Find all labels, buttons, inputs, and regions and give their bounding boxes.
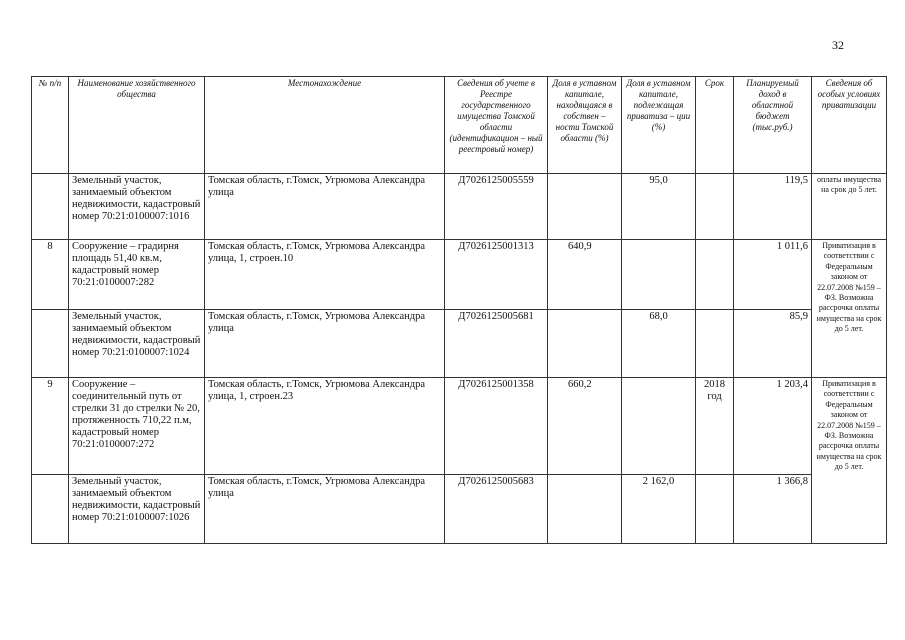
object-name: Сооружение – градирня площадь 51,40 кв.м, кадастровый номер 70:21:0100007:282 <box>69 240 205 310</box>
term <box>696 174 734 240</box>
header-name: Наименование хозяйственного общества <box>69 77 205 174</box>
object-location: Томская область, г.Томск, Угрюмова Александра улица <box>205 174 445 240</box>
table-row <box>32 174 887 240</box>
share-privatized: 68,0 <box>622 310 696 378</box>
share-capital <box>548 310 622 378</box>
registry-number: Д7026125005683 <box>445 475 548 544</box>
share-privatized: 95,0 <box>622 174 696 240</box>
registry-number: Д7026125001358 <box>445 378 548 475</box>
registry-number: Д7026125005559 <box>445 174 548 240</box>
header-term: Срок <box>696 77 734 174</box>
row-num: 8 <box>32 240 69 310</box>
term: 2018 год <box>696 378 734 475</box>
registry-number: Д7026125005681 <box>445 310 548 378</box>
row-num <box>32 174 69 240</box>
special-conditions: Приватизация в соответствии с Федеральным законом от 22.07.2008 №159 – ФЗ. Возможна рассрочка оплаты имущества на срок до 5 лет. <box>812 378 887 544</box>
row-num <box>32 310 69 378</box>
header-share-privatized: Доля в уставном капитале, подлежащая приватиза – ции (%) <box>622 77 696 174</box>
row-num: 9 <box>32 378 69 475</box>
registry-number: Д7026125001313 <box>445 240 548 310</box>
share-capital: 640,9 <box>548 240 622 310</box>
header-conditions: Сведения об особых условиях приватизации <box>812 77 887 174</box>
privatization-table <box>31 76 887 544</box>
planned-income: 85,9 <box>734 310 812 378</box>
header-share-capital: Доля в уставном капитале, находящаяся в собствен – ности Томской области (%) <box>548 77 622 174</box>
page-number: 32 <box>832 38 844 52</box>
term <box>696 475 734 544</box>
object-location: Томская область, г.Томск, Угрюмова Александра улица, 1, строен.10 <box>205 240 445 310</box>
share-privatized <box>622 378 696 475</box>
planned-income: 119,5 <box>734 174 812 240</box>
share-capital <box>548 174 622 240</box>
object-location: Томская область, г.Томск, Угрюмова Александра улица <box>205 475 445 544</box>
header-income: Планируемый доход в областной бюджет (тыс.руб.) <box>734 77 812 174</box>
header-registry: Сведения об учете в Реестре государственного имущества Томской области (идентификацион – ный реестровый номер) <box>445 77 548 174</box>
share-capital <box>548 475 622 544</box>
table-row <box>32 475 887 544</box>
header-row <box>32 77 887 174</box>
share-capital: 660,2 <box>548 378 622 475</box>
planned-income: 1 366,8 <box>734 475 812 544</box>
object-name: Земельный участок, занимаемый объектом недвижимости, кадастровый номер 70:21:0100007:1016 <box>69 174 205 240</box>
object-location: Томская область, г.Томск, Угрюмова Александра улица <box>205 310 445 378</box>
special-conditions: оплаты имущества на срок до 5 лет. <box>812 174 887 240</box>
term <box>696 310 734 378</box>
share-privatized: 2 162,0 <box>622 475 696 544</box>
object-location: Томская область, г.Томск, Угрюмова Александра улица, 1, строен.23 <box>205 378 445 475</box>
planned-income: 1 203,4 <box>734 378 812 475</box>
object-name: Сооружение – соединительный путь от стрелки 31 до стрелки № 20, протяженность 710,22 п.м, кадастровый номер 70:21:0100007:272 <box>69 378 205 475</box>
share-privatized <box>622 240 696 310</box>
object-name: Земельный участок, занимаемый объектом недвижимости, кадастровый номер 70:21:0100007:1026 <box>69 475 205 544</box>
table-row <box>32 310 887 378</box>
term <box>696 240 734 310</box>
planned-income: 1 011,6 <box>734 240 812 310</box>
special-conditions: Приватизация в соответствии с Федеральным законом от 22.07.2008 №159 – ФЗ. Возможна рассрочка оплаты имущества на срок до 5 лет. <box>812 240 887 378</box>
row-num <box>32 475 69 544</box>
header-location: Местонахождение <box>205 77 445 174</box>
table-row <box>32 378 887 475</box>
header-num: № п/п <box>32 77 69 174</box>
table-row <box>32 240 887 310</box>
object-name: Земельный участок, занимаемый объектом недвижимости, кадастровый номер 70:21:0100007:1024 <box>69 310 205 378</box>
